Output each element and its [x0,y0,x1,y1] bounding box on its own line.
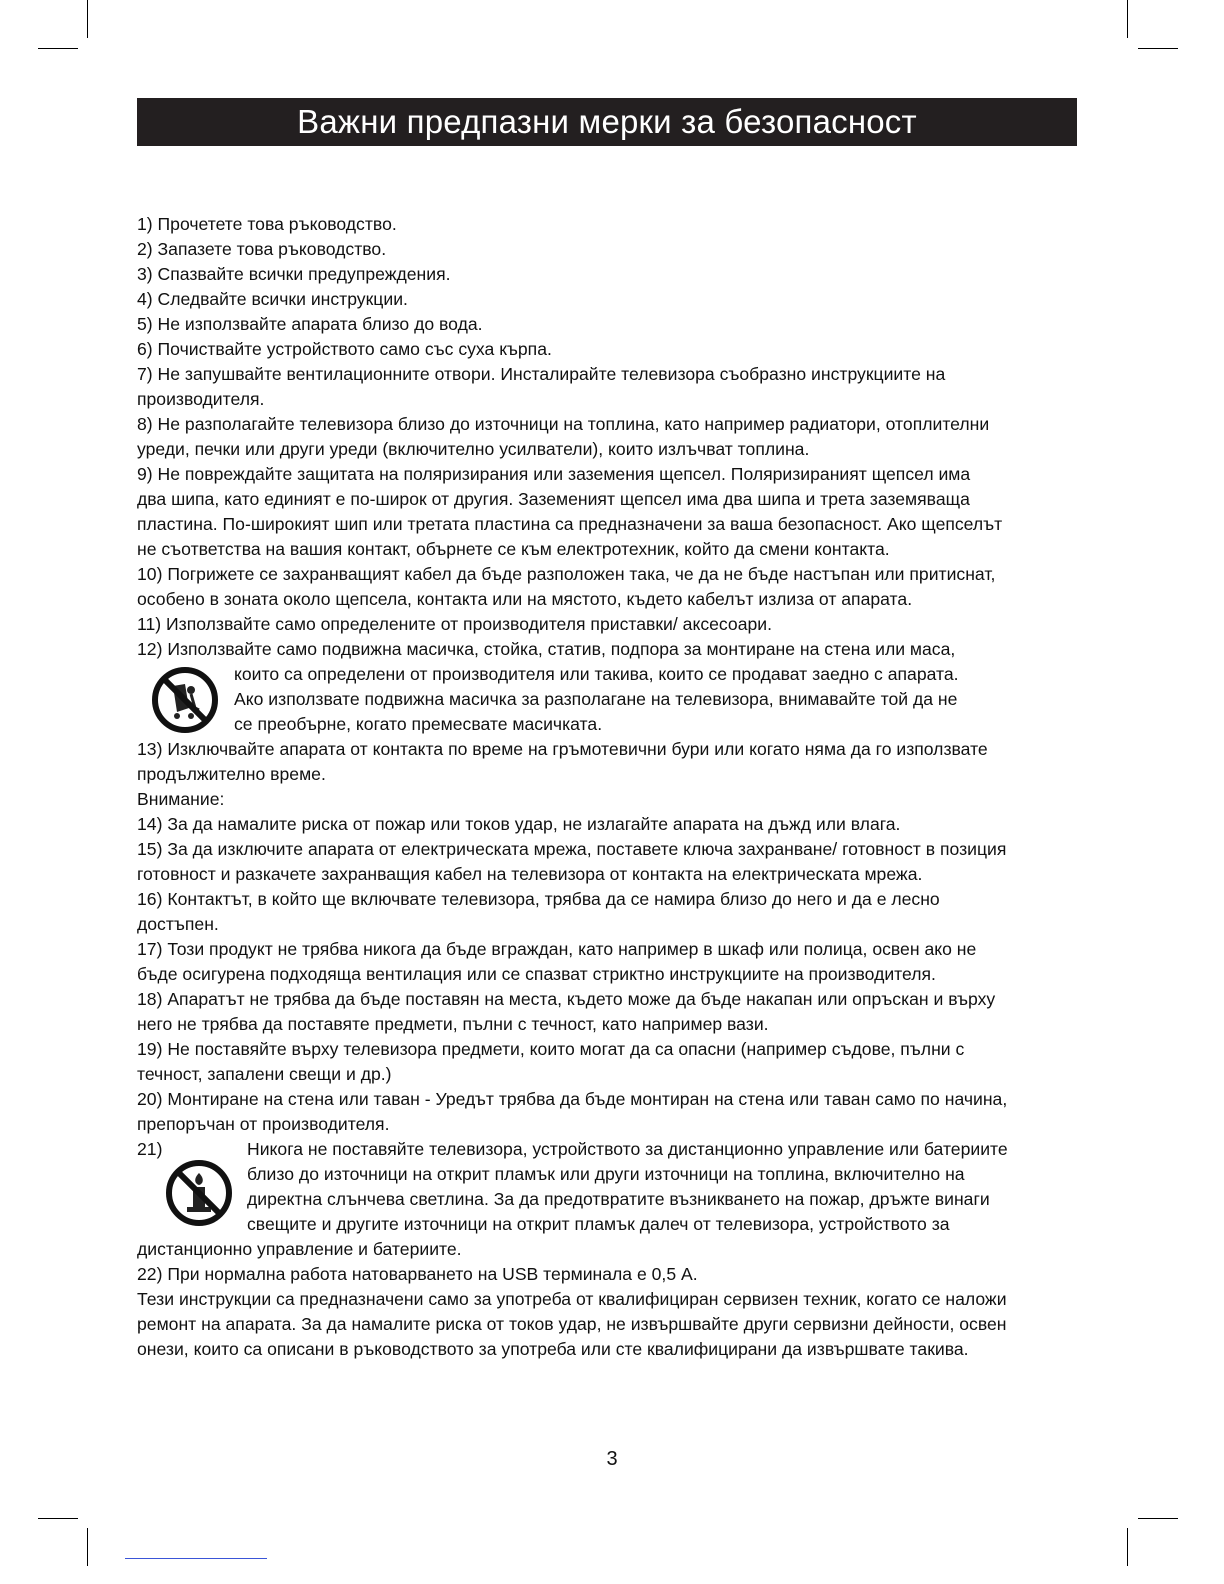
crop-mark [38,48,78,49]
flame-warning-block [137,1137,1122,1237]
instruction-line: готовност и разкачете захранващия кабел на телевизора от контакта на електрическата мрежа. [137,864,923,884]
instruction-line: близо до източници на открит пламък или други източници на топлина, включително на [247,1164,965,1184]
instruction-line: директна слънчева светлина. За да предотвратите възникването на пожар, дръжте винаги [247,1189,990,1209]
instruction-line: 1) Прочетете това ръководство. [137,214,397,234]
instruction-line: 4) Следвайте всички инструкции. [137,289,408,309]
instruction-line: свещите и другите източници на открит пламък далеч от телевизора, устройството за [247,1214,950,1234]
instruction-line: 12) Използвайте само подвижна масичка, стойка, статив, подпора за монтиране на стена или маса, [137,639,956,659]
crop-mark [1138,48,1178,49]
instruction-line: Никога не поставяйте телевизора, устройството за дистанционно управление или батериите [247,1139,1008,1159]
instruction-line: 18) Апаратът не трябва да бъде поставян на места, където може да бъде накапан или опръскан и върху [137,989,996,1009]
crop-mark [1138,1518,1178,1519]
instruction-line: пластина. По-широкият шип или третата пластина са предназначени за ваша безопасност. Ако щепселът [137,514,1003,534]
instruction-line: Тези инструкции са предназначени само за употреба от квалифициран сервизен техник, когато се наложи [137,1289,1007,1309]
crop-mark [1127,0,1128,38]
instruction-line: не съответства на вашия контакт, обърнете се към електротехник, който да смени контакта. [137,539,890,559]
instruction-line: достъпен. [137,914,219,934]
instruction-line: 14) За да намалите риска от пожар или токов удар, не излагайте апарата на дъжд или влага. [137,814,901,834]
crop-mark [87,0,88,38]
no-open-flame-icon [165,1159,233,1227]
instruction-line: 9) Не повреждайте защитата на поляризирания или заземения щепсел. Поляризираният щепсел има [137,464,971,484]
instruction-line: онези, които са описани в ръководството за употреба или сте квалифицирани да извършвате такива. [137,1339,969,1359]
page-title-bar [137,98,1077,146]
instruction-line: които са определени от производителя или такива, които се продават заедно с апарата. [234,664,959,684]
instruction-line: 6) Почиствайте устройството само със суха кърпа. [137,339,552,359]
divider [125,1558,267,1559]
page-number: 3 [606,1448,618,1470]
instruction-line: 13) Изключвайте апарата от контакта по време на гръмотевични бури или когато няма да го използвате [137,739,988,759]
instruction-line: 20) Монтиране на стена или таван - Уредът трябва да бъде монтиран на стена или таван само по начина, [137,1089,1008,1109]
instruction-line: уреди, печки или други уреди (включително усилватели), които излъчват топлина. [137,439,810,459]
instruction-line: два шипа, като единият е по-широк от другия. Заземеният щепсел има два шипа и трета заземяваща [137,489,970,509]
instruction-line: 17) Този продукт не трябва никога да бъде вграждан, като например в шкаф или полица, освен ако не [137,939,977,959]
instruction-line: ремонт на апарата. За да намалите риска от токов удар, не извършвайте други сервизни дейности, освен [137,1314,1007,1334]
instruction-line: се преобърне, когато премесвате масичката. [234,714,603,734]
instruction-line: 16) Контактът, в който ще включвате телевизора, трябва да се намира близо до него и да е лесно [137,889,940,909]
instruction-line: 7) Не запушвайте вентилационните отвори. Инсталирайте телевизора съобразно инструкциите на [137,364,946,384]
cart-warning-block [137,662,1122,737]
crop-mark [38,1518,78,1519]
instruction-line: 2) Запазете това ръководство. [137,239,387,259]
instruction-line: 3) Спазвайте всички предупреждения. [137,264,451,284]
caution-heading: Внимание: [137,789,225,809]
no-cart-tipover-icon [151,666,219,734]
instruction-line: 5) Не използвайте апарата близо до вода. [137,314,483,334]
instruction-line: 11) Използвайте само определените от производителя приставки/ аксесоари. [137,614,772,634]
crop-mark [87,1528,88,1566]
crop-mark [1127,1528,1128,1566]
instruction-line: 19) Не поставяйте върху телевизора предмети, които могат да са опасни (например съдове, пълни с [137,1039,965,1059]
instruction-line: него не трябва да поставяте предмети, пълни с течност, като например вази. [137,1014,769,1034]
safety-instructions [137,212,1122,1362]
item-number: 21) [137,1139,163,1159]
instruction-line: особено в зоната около щепсела, контакта или на мястото, където кабелът излиза от апарата. [137,589,913,609]
instruction-line: производителя. [137,389,265,409]
instruction-line: течност, запалени свещи и др.) [137,1064,392,1084]
instruction-line: 15) За да изключите апарата от електрическата мрежа, поставете ключа захранване/ готовност в позиция [137,839,1007,859]
instruction-line: бъде осигурена подходяща вентилация или се спазват стриктно инструкциите на производителя. [137,964,936,984]
instruction-line: 22) При нормална работа натоварването на USB терминала е 0,5 А. [137,1264,698,1284]
instruction-line: 8) Не разполагайте телевизора близо до източници на топлина, като например радиатори, отоплителни [137,414,990,434]
instruction-line: Ако използвате подвижна масичка за разполагане на телевизора, внимавайте той да не [234,689,958,709]
instruction-line: дистанционно управление и батериите. [137,1239,462,1259]
page-title: Важни предпазни мерки за безопасност [297,103,917,140]
instruction-line: продължително време. [137,764,326,784]
instruction-line: 10) Погрижете се захранващият кабел да бъде разположен така, че да не бъде настъпан или притиснат, [137,564,996,584]
instruction-line: препоръчан от производителя. [137,1114,390,1134]
